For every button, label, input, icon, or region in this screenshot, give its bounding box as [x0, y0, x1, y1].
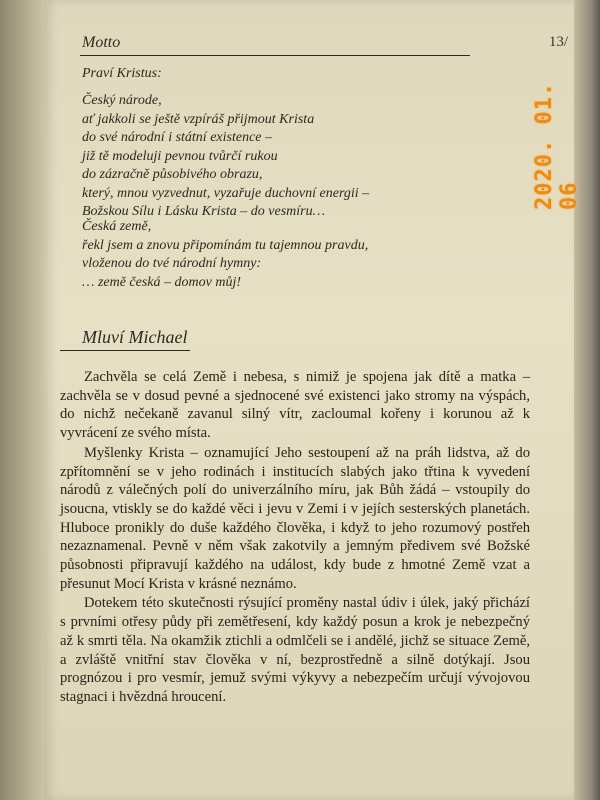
motto-heading: Motto — [82, 34, 121, 51]
motto-stanza-1 — [82, 92, 369, 222]
paragraph: Myšlenky Krista – oznamující Jeho sestoupení až na práh lidstva, až do zpřítomnění se v jeho rodinách i institucích slabých jako třtina k vyvedení národů z válečných polí do univerzálního míru, jak Bůh žádá – vstoupily do jsoucna, vtiskly se do každé věci i jevu v Zemi i v jejích sesterských planetách. Hluboce pronikly do duše každého člověka, i když to jeho rozumový postřeh nezaznamenal. Pevně v něm však zakotvily a jemným předivem své Božské působnosti připravují každého na událost, kdy bude z hmotné Země vzat a přesunut Mocí Krista v krásné neznámo. — [60, 444, 530, 592]
motto-intro: Praví Kristus: — [82, 66, 162, 81]
section-body — [60, 368, 530, 708]
poem-line: již tě modeluji pevnou tvůrčí rukou — [82, 148, 278, 164]
section-rule — [60, 350, 190, 351]
paragraph: Zachvěla se celá Země i nebesa, s nimiž je spojena jak dítě a matka – zachvěla se v dosud pevné a sjednocené své existenci jako stromy na výspách, do nichž nečekaně zavanul silný vítr, zacloumal kořeny i korunou až k vyvrácení ze svého místa. — [60, 369, 530, 442]
poem-line: ať jakkoli se ještě vzpíráš přijmout Krista — [82, 111, 315, 127]
motto-rule — [80, 55, 470, 56]
poem-line: … země česká – domov můj! — [82, 274, 242, 290]
poem-line: který, mnou vyzvednut, vyzařuje duchovní energii – — [82, 185, 370, 201]
book-spine-shadow — [0, 0, 46, 800]
paragraph: Dotekem této skutečnosti rýsující proměny nastal údiv i úlek, jaký přichází s prvními otřesy půdy při zemětřesení, kdy každý posun a krok je nebezpečný až k smrti těla. Na okamžik ztichli a odmlčeli se i andělé, jichž se situace Země, a zvláště vnitřní stav člověka v ní, bezprostředně a silně dotýkají. Jsou prognózou i pro vesmír, jemuž svými výkyvy a nebezpečím určují vývojovou stagnaci i hvězdná hroucení. — [60, 595, 530, 705]
page-edge — [570, 0, 600, 800]
poem-line: Božskou Sílu i Lásku Krista – do vesmíru… — [82, 204, 326, 219]
poem-line: do své národní i státní existence – — [82, 130, 272, 145]
motto-stanza-2 — [82, 218, 368, 292]
poem-line: Česká země, — [82, 219, 152, 234]
camera-date-stamp: 2020. 01. 06 — [532, 81, 582, 210]
page-number: 13/ — [548, 34, 568, 50]
poem-line: do zázračně působivého obrazu, — [82, 167, 263, 182]
poem-line: Český národe, — [82, 93, 162, 108]
poem-line: vloženou do tvé národní hymny: — [82, 256, 262, 271]
section-heading: Mluví Michael — [82, 327, 188, 347]
poem-line: řekl jsem a znovu připomínám tu tajemnou pravdu, — [82, 237, 369, 253]
